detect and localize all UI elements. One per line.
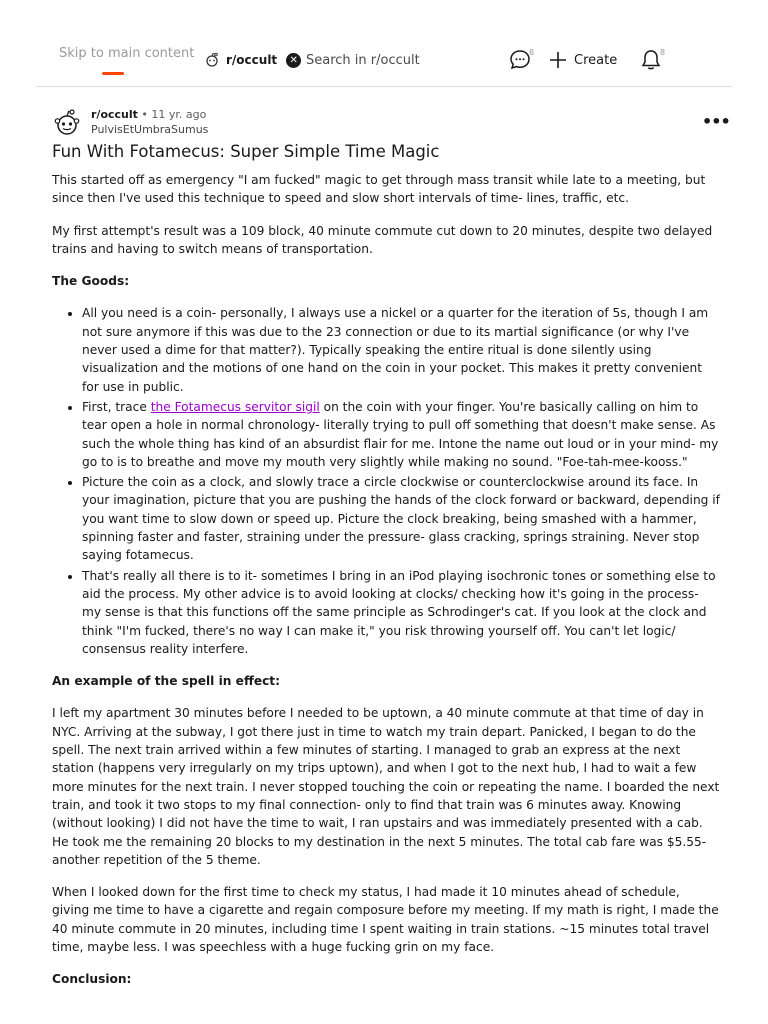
- post-body: [52, 171, 720, 989]
- create-button[interactable]: [548, 49, 617, 71]
- create-button-label: Create: [574, 52, 618, 68]
- post-subreddit-link[interactable]: r/occult: [91, 108, 138, 121]
- post-meta: [52, 104, 730, 138]
- notifications-bell-icon[interactable]: [640, 48, 662, 72]
- post-title: Fun With Fotamecus: Super Simple Time Magic: [52, 142, 440, 161]
- post-paragraph: When I looked down for the first time to check my status, I had made it 10 minutes ahead of schedule, giving me time to have a cigarette and regain composure before my meeting. If my math is right, I made the 40 minute commute in 20 minutes, including time I spent waiting in train stations. ~15 minutes total travel time, maybe less. I was speechless with a huge fucking grin on my face.: [52, 885, 719, 954]
- post-paragraph: I left my apartment 30 minutes before I needed to be uptown, a 40 minute commute at that time of day in NYC. Arriving at the subway, I got there just in time to watch my train depart. Panicked, I began to do the spell. The next train arrived within a few minutes of starting. I managed to grab an express at the next station (happens very irregularly on my trips uptown), and when I got to the next hub, I had to wait a few more minutes for the next train. I never stopped touching the coin or repeating the name. I boarded the next train, and took it two stops to my final connection- only to find that train was 6 minutes away. Knowing (without looking) I did not have the time to wait, I ran upstairs and was immediately presented with a cab. He took me the remaining 20 blocks to my destination in the next 5 minutes. The total cab fare was $5.55- another repetition of the 5 theme.: [52, 706, 720, 867]
- post-meta-line: [91, 108, 206, 121]
- meta-separator: •: [141, 108, 148, 121]
- more-options-button[interactable]: •••: [702, 112, 730, 131]
- list-item: • Picture the coin as a clock, and slowly trace a circle clockwise or counterclockwise around its face. In your imagination, picture that you are pushing the hands of the clock forward or backward, depending if you want time to slow down or speed up. Picture the clock breaking, being smashed with a hammer, spinning faster and faster, straining under the pressure- glass cracking, springs straining. Never stop saying fotamecus.: [82, 473, 720, 564]
- list-item: • That's really all there is to it- sometimes I bring in an iPod playing isochronic tones or something else to aid the process. My other advice is to avoid looking at clocks/ checking how it's going in the process- my sense is that this functions off the same principle as Schrodinger's cat. If you look at the clock and think "I'm fucked, there's no way I can make it," you risk throwing yourself off. You can't let logic/ consensus reality interfere.: [82, 567, 720, 658]
- subreddit-avatar-icon[interactable]: [52, 108, 82, 138]
- section-heading: The Goods:: [52, 274, 130, 289]
- plus-icon: [548, 50, 568, 70]
- skip-to-main-link[interactable]: Skip to main content: [59, 46, 195, 61]
- post-age: 11 yr. ago: [151, 108, 207, 121]
- post-paragraph: This started off as emergency "I am fucked" magic to get through mass transit while late to a meeting, but since then I've used this technique to speed and slow short intervals of time- lines, traffic, etc.: [52, 173, 706, 206]
- chat-badge: 8: [529, 48, 535, 57]
- sigil-link[interactable]: the Fotamecus servitor sigil: [150, 399, 320, 414]
- notifications-badge: 8: [660, 48, 666, 57]
- list-item-text: on the coin with your finger. You're basically calling on him to tear open a hole in normal chronology- literally trying to pull off something that doesn't make sense. As such the whole thing has kind of an absurdist flair for me. Intone the name out loud or in your mind- my go to is to breathe and move my mouth very slightly while making no sound. "Foe-tah-mee-kooss.": [82, 399, 719, 469]
- subreddit-chip-label: r/occult: [226, 53, 278, 67]
- clear-subreddit-icon[interactable]: ✕: [286, 53, 301, 68]
- section-heading: Conclusion:: [52, 972, 132, 987]
- post-paragraph: My first attempt's result was a 109 block, 40 minute commute cut down to 20 minutes, despite two delayed trains and having to switch means of transportation.: [52, 223, 713, 256]
- list-item: [82, 398, 720, 471]
- skip-link-focus-indicator: [102, 72, 124, 75]
- post: [52, 104, 730, 1003]
- steps-list: [52, 304, 720, 658]
- header-divider: [36, 86, 732, 87]
- top-header: [0, 0, 768, 86]
- list-item: • All you need is a coin- personally, I always use a nickel or a quarter for the iteration of 5s, though I am not sure anymore if this was due to the 23 connection or due to its martial significance (or why I've never used a dime for that matter?). Typically speaking the entire ritual is done silently using visualization and the motions of one hand on the coin in your pocket. This makes it pretty convenient for use in public.: [82, 304, 720, 395]
- section-heading: An example of the spell in effect:: [52, 674, 281, 689]
- post-author-link[interactable]: PulvisEtUmbraSumus: [91, 123, 209, 136]
- subreddit-icon: [204, 52, 220, 68]
- search-input[interactable]: [300, 49, 492, 71]
- subreddit-search-chip[interactable]: [204, 51, 301, 69]
- list-item-text: First, trace: [82, 399, 151, 414]
